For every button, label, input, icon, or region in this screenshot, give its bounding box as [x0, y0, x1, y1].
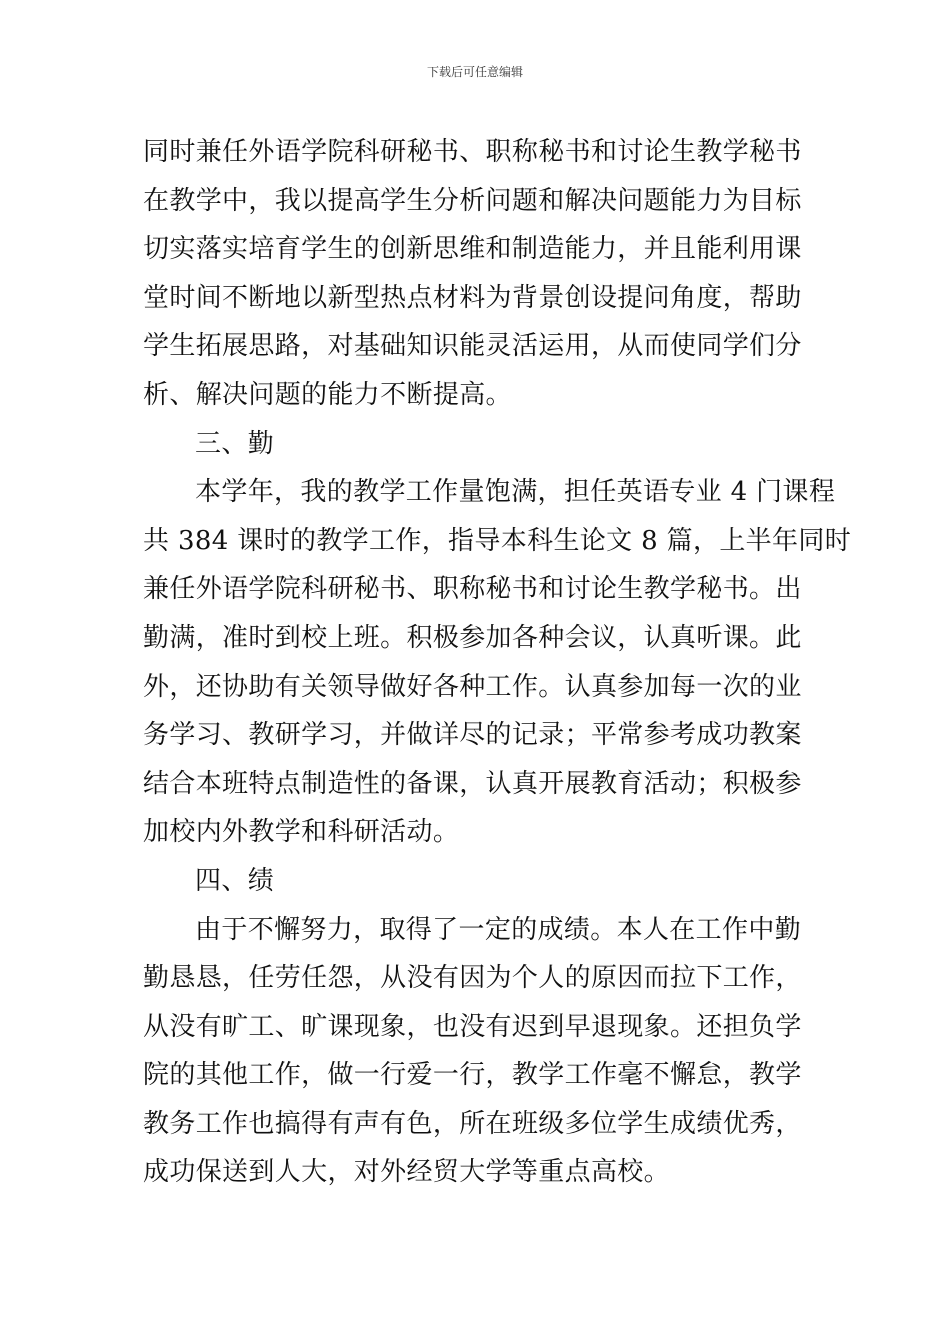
document-body: [143, 128, 852, 1197]
text-line: 教务工作也搞得有声有色，所在班级多位学生成绩优秀，: [143, 1108, 802, 1139]
text-line: 勤恳恳，任劳任怨，从没有因为个人的原因而拉下工作，: [143, 963, 802, 994]
page-header-note: 下载后可任意编辑: [426, 65, 523, 79]
text-line: 学生拓展思路，对基础知识能灵活运用，从而使同学们分: [143, 331, 802, 362]
text-line: 结合本班特点制造性的备课，认真开展教育活动；积极参: [143, 768, 802, 799]
text-line: 在教学中，我以提高学生分析问题和解决问题能力为目标: [143, 185, 802, 216]
text-line: 同时兼任外语学院科研秘书、职称秘书和讨论生教学秘书: [143, 137, 802, 167]
text-line: 加校内外教学和科研活动。: [143, 817, 460, 848]
text-line: 堂时间不断地以新型热点材料为背景创设提问角度，帮助: [143, 282, 802, 313]
section-heading-achievement: 四、绩: [195, 865, 275, 896]
text-line: 由于不懈努力，取得了一定的成绩。本人在工作中勤: [195, 914, 802, 945]
text-line: 院的其他工作，做一行爱一行，教学工作毫不懈怠，教学: [143, 1060, 802, 1091]
text-line: 务学习、教研学习，并做详尽的记录；平常参考成功教案: [143, 720, 802, 751]
text-line: 勤满，准时到校上班。积极参加各种会议，认真听课。此: [143, 622, 802, 653]
text-line: 从没有旷工、旷课现象，也没有迟到早退现象。还担负学: [143, 1011, 802, 1042]
text-line: 析、解决问题的能力不断提高。: [143, 379, 512, 410]
text-line: 本学年，我的教学工作量饱满，担任英语专业 4 门课程: [195, 477, 836, 508]
text-line: 切实落实培育学生的创新思维和制造能力，并且能利用课: [143, 234, 802, 265]
text-line: 外，还协助有关领导做好各种工作。认真参加每一次的业: [143, 671, 802, 702]
text-line: 成功保送到人大，对外经贸大学等重点高校。: [143, 1157, 671, 1188]
text-line: 共 384 课时的教学工作，指导本科生论文 8 篇，上半年同时: [143, 525, 852, 556]
text-line: 兼任外语学院科研秘书、职称秘书和讨论生教学秘书。出: [143, 574, 802, 605]
section-heading-diligence: 三、勤: [195, 428, 275, 459]
